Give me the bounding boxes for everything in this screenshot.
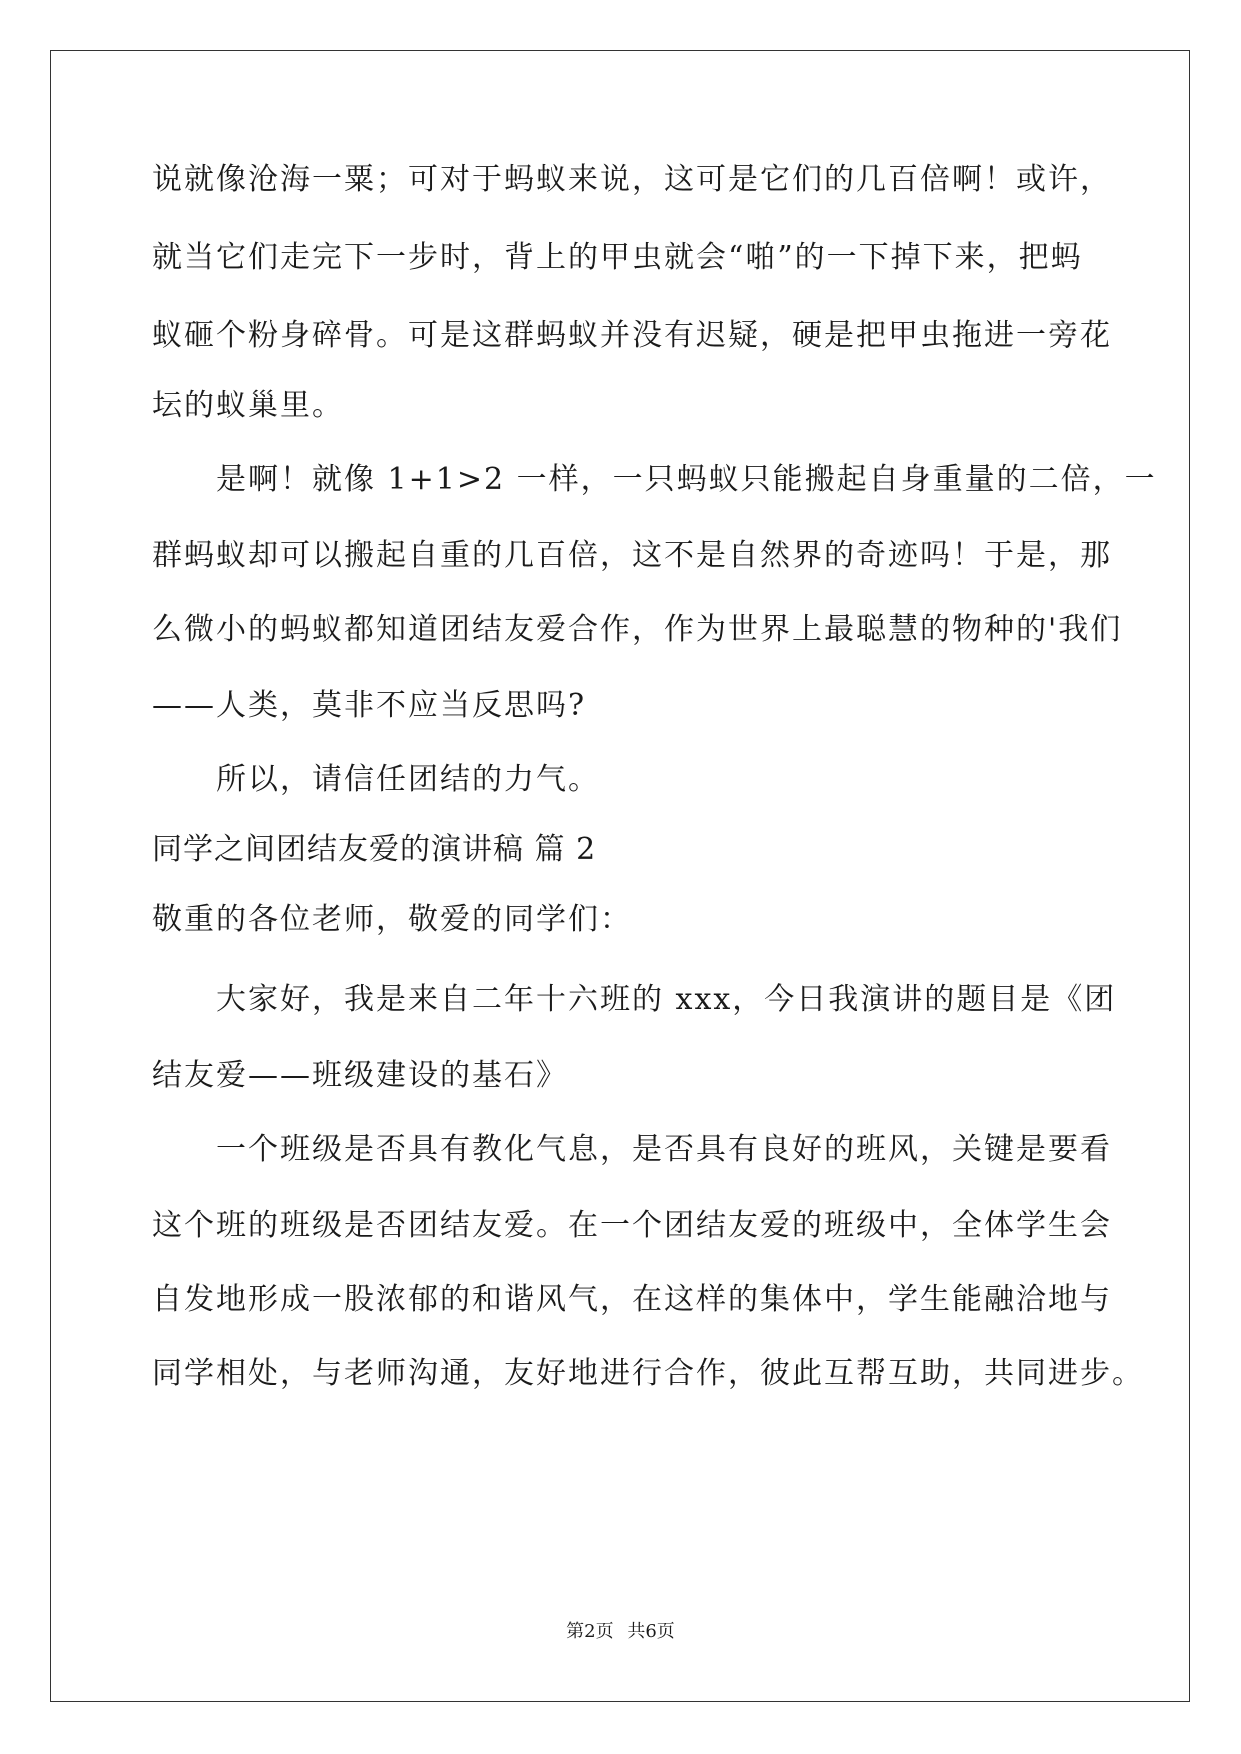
paragraph-line: 这个班的班级是否团结友爱。在一个团结友爱的班级中，全体学生会 [152,1208,1112,1243]
paragraph-line: 一个班级是否具有教化气息，是否具有良好的班风，关键是要看 [216,1132,1112,1167]
paragraph-line: 就当它们走完下一步时，背上的甲虫就会“啪”的一下掉下来，把蚂 [152,240,1083,275]
paragraph-line: 大家好，我是来自二年十六班的 xxx，今日我演讲的题目是《团 [216,982,1117,1017]
paragraph-line: 蚁砸个粉身碎骨。可是这群蚂蚁并没有迟疑，硬是把甲虫拖进一旁花 [152,318,1112,353]
paragraph-line: ——人类，莫非不应当反思吗? [152,688,587,723]
salutation: 敬重的各位老师，敬爱的同学们： [152,902,632,937]
page-number-total: 共6页 [627,1621,675,1642]
paragraph-line: 是啊！就像 1+1>2 一样，一只蚂蚁只能搬起自身重量的二倍，一 [216,462,1157,497]
page-number-current: 第2页 [566,1621,614,1642]
page-footer [0,1620,1241,1644]
paragraph-line: 所以，请信任团结的力气。 [216,762,600,797]
paragraph-line: 么微小的蚂蚁都知道团结友爱合作，作为世界上最聪慧的物种的'我们 [152,612,1123,647]
paragraph-line: 群蚂蚁却可以搬起自重的几百倍，这不是自然界的奇迹吗！于是，那 [152,538,1112,573]
paragraph-line: 同学相处，与老师沟通，友好地进行合作，彼此互帮互助，共同进步。 [152,1356,1144,1391]
page-border [50,50,1190,1702]
paragraph-line: 自发地形成一股浓郁的和谐风气，在这样的集体中，学生能融洽地与 [152,1282,1112,1317]
paragraph-line: 坛的蚁巢里。 [152,388,344,423]
paragraph-line: 说就像沧海一粟；可对于蚂蚁来说，这可是它们的几百倍啊！或许， [152,162,1112,197]
section-heading: 同学之间团结友爱的演讲稿 篇 2 [152,832,597,867]
paragraph-line: 结友爱——班级建设的基石》 [152,1058,568,1093]
